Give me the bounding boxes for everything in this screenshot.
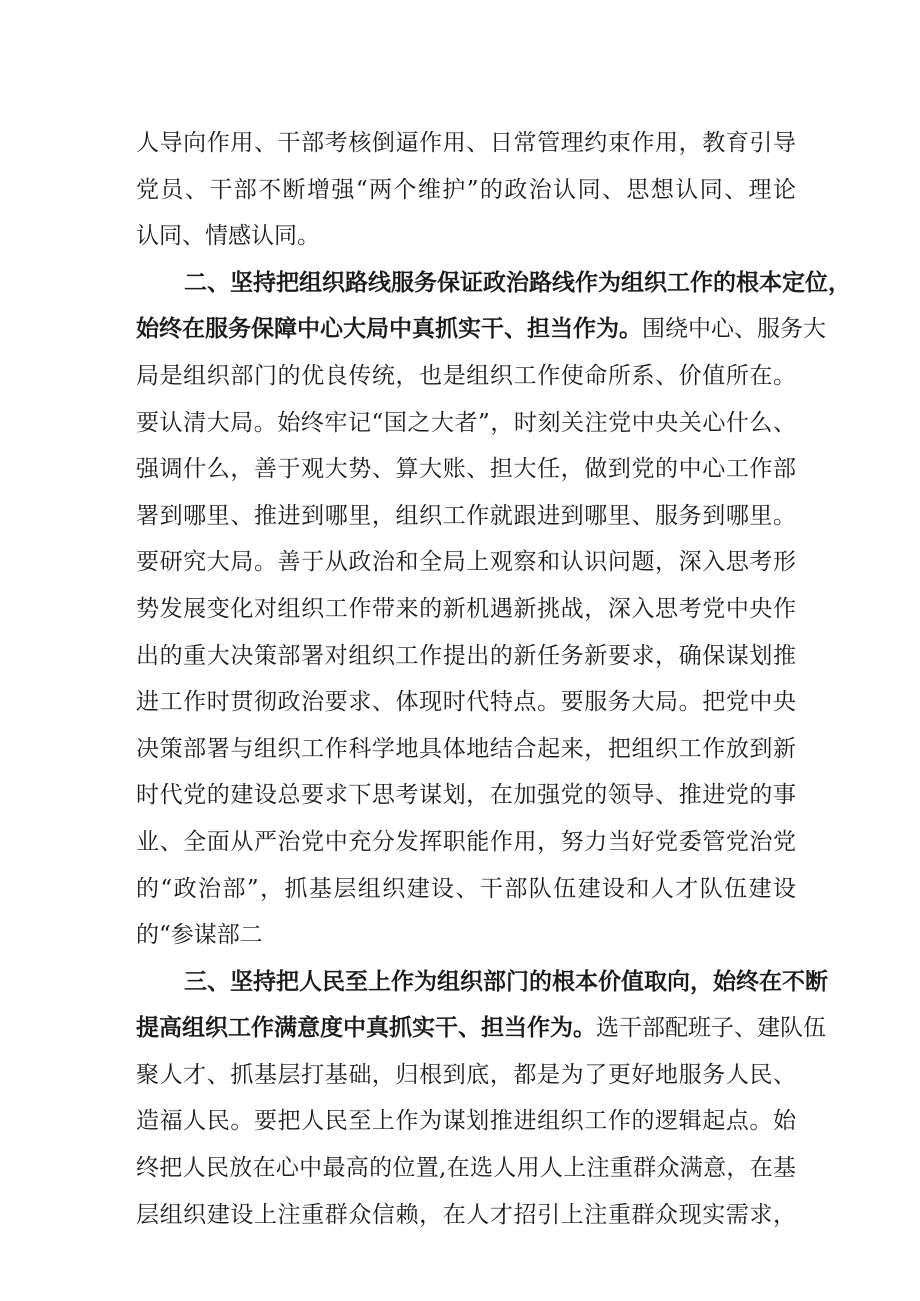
paragraph-1 — [136, 120, 796, 260]
text-run: 围绕中心、服务大 — [642, 316, 826, 343]
text-line: 势发展变化对组织工作带来的新机遇新挑战，深入思考党中央作 — [136, 595, 796, 622]
text-line: 出的重大决策部署对组织工作提出的新任务新要求，确保谋划推 — [136, 642, 796, 669]
text-line: 时代党的建设总要求下思考谋划，在加强党的领导、推进党的事 — [136, 782, 796, 809]
text-line: 业、全面从严治党中充分发挥职能作用，努力当好党委管党治党 — [136, 828, 796, 855]
section-heading-3-continued: 提高组织工作满意度中真抓实干、担当作为。 — [136, 1015, 596, 1042]
text-line: 要研究大局。善于从政治和全局上观察和认识问题，深入思考形 — [136, 549, 796, 576]
text-line: 造福人民。要把人民至上作为谋划推进组织工作的逻辑起点。始 — [136, 1108, 796, 1135]
text-line: 层组织建设上注重群众信赖，在人才招引上注重群众现实需求， — [136, 1201, 796, 1228]
text-line — [136, 1005, 826, 1052]
text-line: 党员、干部不断增强“两个维护”的政治认同、思想认同、理论 — [136, 176, 796, 203]
text-line: 的“政治部”，抓基层组织建设、干部队伍建设和人才队伍建设 — [136, 875, 796, 902]
text-line: 进工作时贯彻政治要求、体现时代特点。要服务大局。把党中央 — [136, 689, 796, 716]
text-line: 聚人才、抓基层打基础，归根到底，都是为了更好地服务人民、 — [136, 1061, 796, 1088]
document-body — [136, 120, 851, 1238]
text-line: 要认清大局。始终牢记“国之大者”，时刻关注党中央关心什么、 — [136, 409, 796, 436]
section-heading-2-continued: 始终在服务保障中心大局中真抓实干、担当作为。 — [136, 316, 642, 343]
text-line: 的“参谋部二 — [136, 922, 263, 949]
paragraph-2 — [136, 260, 851, 959]
paragraph-3 — [136, 959, 828, 1239]
text-line: 认同、情感认同。 — [136, 223, 320, 250]
text-run: 选干部配班子、建队伍 — [596, 1015, 826, 1042]
text-line: 局是组织部门的优良传统，也是组织工作使命所系、价值所在。 — [136, 362, 796, 389]
text-line: 强调什么，善于观大势、算大账、担大任，做到党的中心工作部 — [136, 456, 796, 483]
text-line: 人导向作用、干部考核倒逼作用、日常管理约束作用，教育引导 — [136, 130, 796, 156]
text-line: 决策部署与组织工作科学地具体地结合起来，把组织工作放到新 — [136, 735, 796, 762]
text-line: 署到哪里、推进到哪里，组织工作就跟进到哪里、服务到哪里。 — [136, 502, 796, 529]
text-line: 终把人民放在心中最高的位置,在选人用人上注重群众满意，在基 — [136, 1155, 796, 1182]
section-heading-2: 二、坚持把组织路线服务保证政治路线作为组织工作的根本定位， — [184, 269, 851, 296]
text-line — [136, 306, 826, 353]
section-heading-3: 三、坚持把人民至上作为组织部门的根本价值取向，始终在不断 — [184, 968, 828, 995]
